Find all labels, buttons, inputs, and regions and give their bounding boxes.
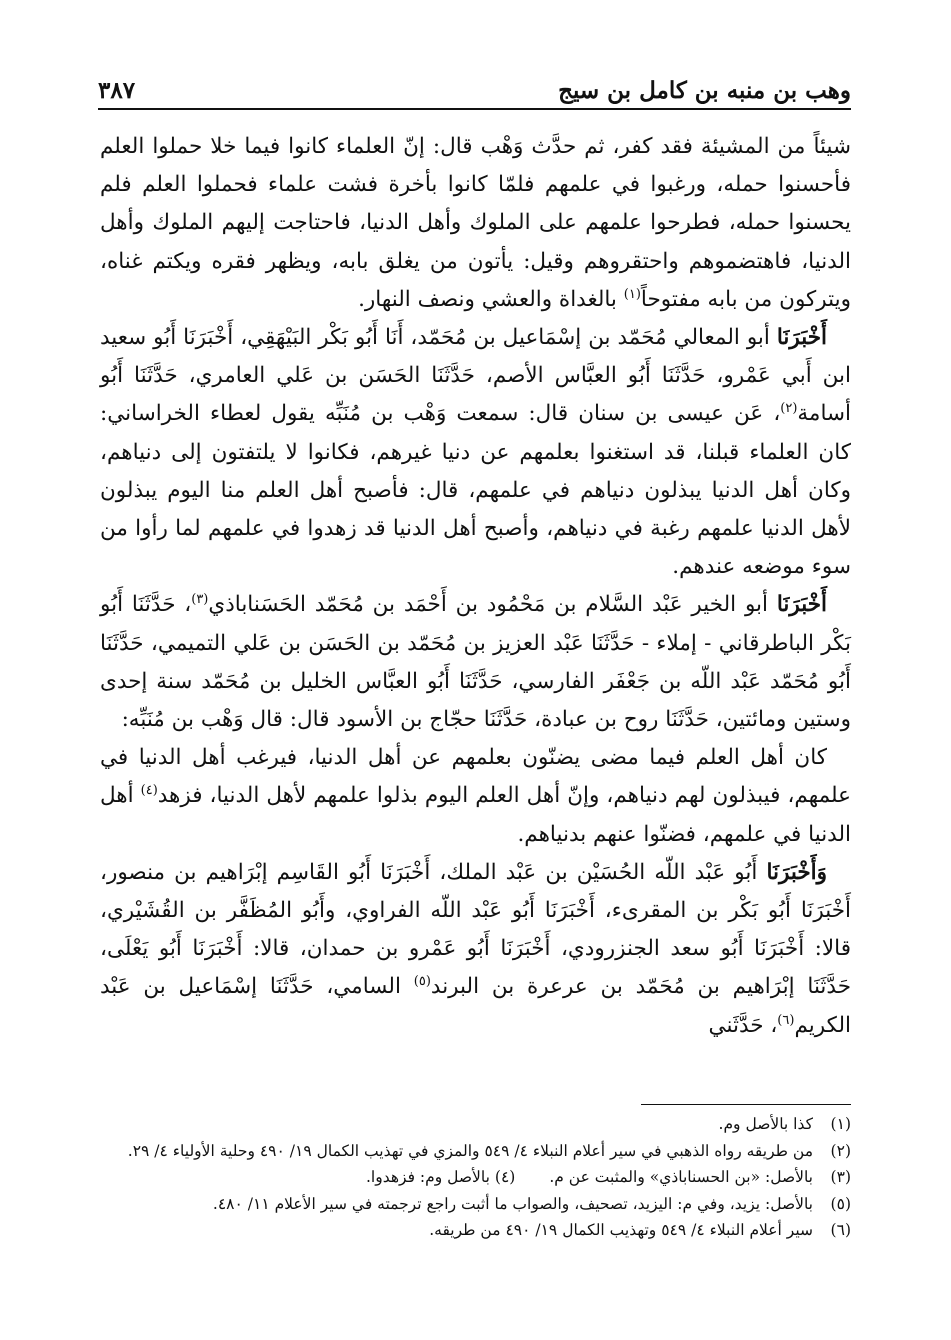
text-run: شيئاً من المشيئة فقد كفر، ثم حدَّث وَهْب قال: إنّ العلماء كانوا فيما خلا حملوا العلم فأحسنوا حمله، ورغبوا في علمهم فلمّا كانوا بأخرة فشت علماء فحملوا العلم فلم يحسنوا حمله، فطرحوا علمهم على الملوك وأهل الدنيا، فاحتاجت إليهم الملوك وأهل الدنيا، فاهتضموهم واحتقروهم وقيل: يأتون من يغلق بابه، ويظهر فقره ويكتم غناه، ويتركون من بابه مفتوحاً [100, 134, 851, 312]
footnote-text: كذا بالأصل وم. [718, 1115, 813, 1133]
page-number: ٣٨٧ [98, 77, 136, 104]
paragraph-1 [100, 128, 851, 319]
footnote-1 [100, 1111, 851, 1138]
text-run: أهل الدنيا في علمهم، فضنّوا عنهم بدنياهم. [100, 783, 851, 847]
footnote-2 [100, 1138, 851, 1165]
footnote-4 [366, 1164, 515, 1191]
footnote-ref: (١) [623, 286, 641, 302]
footnote-ref: (٤) [140, 783, 158, 799]
footnote-text: من طريقه رواه الذهبي في سير أعلام النبلاء ٤/ ٥٤٩ والمزي في تهذيب الكمال ١٩/ ٤٩٠ وحلية الأولياء ٤/ ٢٩. [127, 1141, 813, 1160]
footnote-number: (٥) [830, 1194, 851, 1213]
text-run: أبو الخير عَبْد السَّلام بن مَحْمُود بن أَحْمَد بن مُحَمّد الحَسَناباذي [208, 592, 777, 618]
page-header [98, 58, 851, 110]
text-run: أبو المعالي مُحَمّد بن إسْمَاعيل بن مُحَمّد، أَنَا أَبُو بَكْر البَيْهَقِي، أَخْبَرَنَا أَبُو سعيد ابن أَبي عَمْرو، حَدَّثَنَا أَبُو العبَّاس الأصم، حَدَّثَنَا الحَسَن بن عَلي العامري، حَدَّثَنَا أَبُو أسامة [100, 325, 851, 427]
text-run: بالغداة والعشي ونصف النهار. [358, 286, 624, 312]
footnote-number: (٣) [830, 1168, 851, 1186]
footnote-number: (٦) [830, 1221, 851, 1239]
footnote-text: بالأصل: يزيد، وفي م: اليزيد، تصحيف، والصواب ما أثبت راجع ترجمته في سير الأعلام ١١/ ٤٨٠. [212, 1194, 813, 1213]
footnote-6 [100, 1217, 851, 1244]
footnote-ref: (٦) [777, 1012, 795, 1028]
text-run: أَبُو عَبْد اللّه الحُسَيْن بن عَبْد الملك، أَخْبَرَنَا أَبُو القَاسِم إبْرَاهيم بن منصور، أَخْبَرَنَا أَبُو بَكْر بن المقرىء، أَخْبَرَنَا أَبُو عَبْد اللّه الفراوي، وأَبُو المُظَفَّر بن القُشَيْري، قالا: أَخْبَرَنَا أَبُو سعد الجنزرودي، أَخْبَرَنَا أَبُو عَمْرو بن حمدان، قالا: أَخْبَرَنَا أَبُو يَعْلَى، حَدَّثَنَا إبْرَاهيم بن مُحَمّد بن عرعرة بن البرند [100, 859, 851, 1000]
footnote-number: (٢) [830, 1141, 851, 1160]
footnote-number: (١) [830, 1115, 851, 1133]
paragraph-3 [100, 586, 851, 739]
running-title: وهب بن منبه بن كامل بن سيج [558, 77, 851, 104]
footnote-text: بالأصل: «بن الحسناباذي» والمثبت عن م. [549, 1168, 813, 1186]
footnotes [100, 1111, 851, 1244]
text-run: كان أهل العلم فيما مضى يضنّون بعلمهم عن أهل الدنيا، فيرغب أهل الدنيا في علمهم، فيبذلون لهم دنياهم، وإنّ أهل العلم اليوم بذلوا علمهم لأهل الدنيا، فزهد [100, 745, 851, 809]
footnote-3 [100, 1164, 851, 1191]
paragraph-2 [100, 319, 851, 586]
footnote-ref: (٣) [191, 592, 209, 608]
narration-lead: أَخْبَرَنَا [776, 325, 827, 351]
footnote-text: بالأصل وم: فزهدوا. [366, 1168, 490, 1186]
footnote-divider [641, 1104, 851, 1105]
footnote-text-group [366, 1164, 813, 1191]
text-run: السامي، حَدَّثَنَا إسْمَاعيل بن عَبْد الكريم [100, 974, 851, 1038]
main-text [100, 128, 851, 1045]
footnote-number: (٤) [494, 1168, 516, 1186]
footnote-text: سير أعلام النبلاء ٤/ ٥٤٩ وتهذيب الكمال ١٩/ ٤٩٠ من طريقه. [429, 1221, 813, 1239]
footnote-ref: (٥) [413, 974, 431, 990]
narration-lead: وَأَخْبَرَنَا [766, 859, 827, 885]
text-run: ، عَن عيسى بن سنان قال: سمعت وَهْب بن مُنَبِّه يقول لعطاء الخراساني: كان العلماء قبلنا، قد استغنوا بعلمهم عن دنيا غيرهم، فكانوا لا يلتفتون إلى دنياهم، وكان أهل الدنيا يبذلون دنياهم في علمهم، قال: فأصبح أهل العلم منا اليوم يبذلون لأهل الدنيا علمهم رغبة في دنياهم، وأصبح أهل الدنيا قد زهدوا في علمهم لما رأوا من سوء موضعه عندهم. [100, 401, 851, 580]
paragraph-4 [100, 739, 851, 854]
text-run: ، حَدَّثَني [708, 1012, 778, 1038]
footnote-5 [100, 1191, 851, 1218]
narration-lead: أَخْبَرَنَا [776, 592, 827, 618]
text-run: ، حَدَّثَنَا أَبُو بَكْر الباطرقاني - إملاء - حَدَّثَنَا عَبْد العزيز بن مُحَمّد بن الحَسَن بن عَلي التميمي، حَدَّثَنَا أَبُو مُحَمّد عَبْد اللّه بن جَعْفَر الفارسي، حَدَّثَنَا أَبُو العبَّاس الخليل بن مُحَمّد سنة إحدى وستين ومائتين، حَدَّثَنَا روح بن عبادة، حَدَّثَنَا حجّاج بن الأسود قال: قال وَهْب بن مُنَبِّه: [100, 592, 851, 733]
paragraph-5 [100, 854, 851, 1045]
footnote-ref: (٢) [780, 401, 798, 417]
